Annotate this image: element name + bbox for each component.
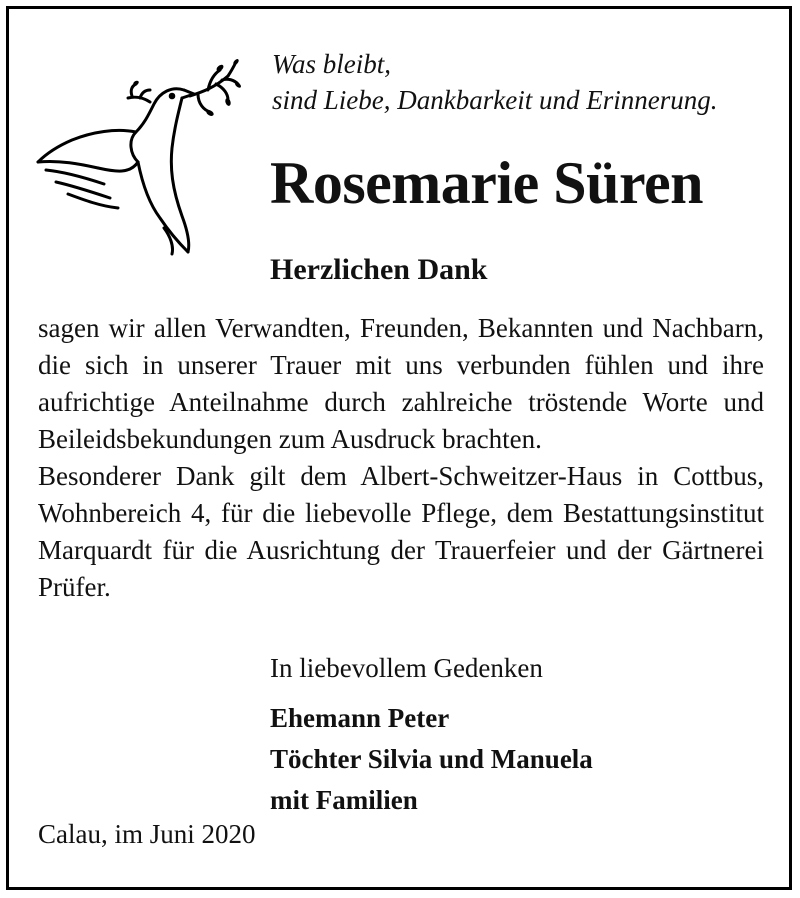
heading-thanks: Herzlichen Dank — [270, 253, 488, 286]
place-date: Calau, im Juni 2020 — [38, 819, 256, 849]
paragraph-thanks: sagen wir allen Verwandten, Freunden, Bekannten und Nachbarn, die sich in unserer Trauer mit uns verbunden fühlen und ihre aufrichtige Anteilnahme durch zahlreiche tröstende Worte und Beileidsbekundungen zum Ausdruck brachten. — [38, 313, 764, 454]
signatory-daughters: Töchter Silvia und Manuela — [270, 744, 593, 774]
deceased-name: Rosemarie Süren — [270, 150, 704, 216]
signatory-husband: Ehemann Peter — [270, 703, 450, 733]
dove-icon — [32, 58, 242, 258]
signatories — [270, 698, 593, 821]
signatory-families: mit Familien — [270, 785, 418, 815]
quote-line-2: sind Liebe, Dankbarkeit und Erinnerung. — [272, 85, 718, 115]
message-body — [38, 310, 764, 606]
closing-line: In liebevollem Gedenken — [270, 653, 543, 683]
quote-line-1: Was bleibt, — [272, 49, 392, 79]
quote — [272, 46, 717, 118]
paragraph-special-thanks: Besonderer Dank gilt dem Albert-Schweitzer-Haus in Cottbus, Wohnbereich 4, für die liebevolle Pflege, dem Bestattungsinstitut Marquardt für die Ausrichtung der Trauerfeier und der Gärtnerei Prüfer. — [38, 461, 764, 602]
